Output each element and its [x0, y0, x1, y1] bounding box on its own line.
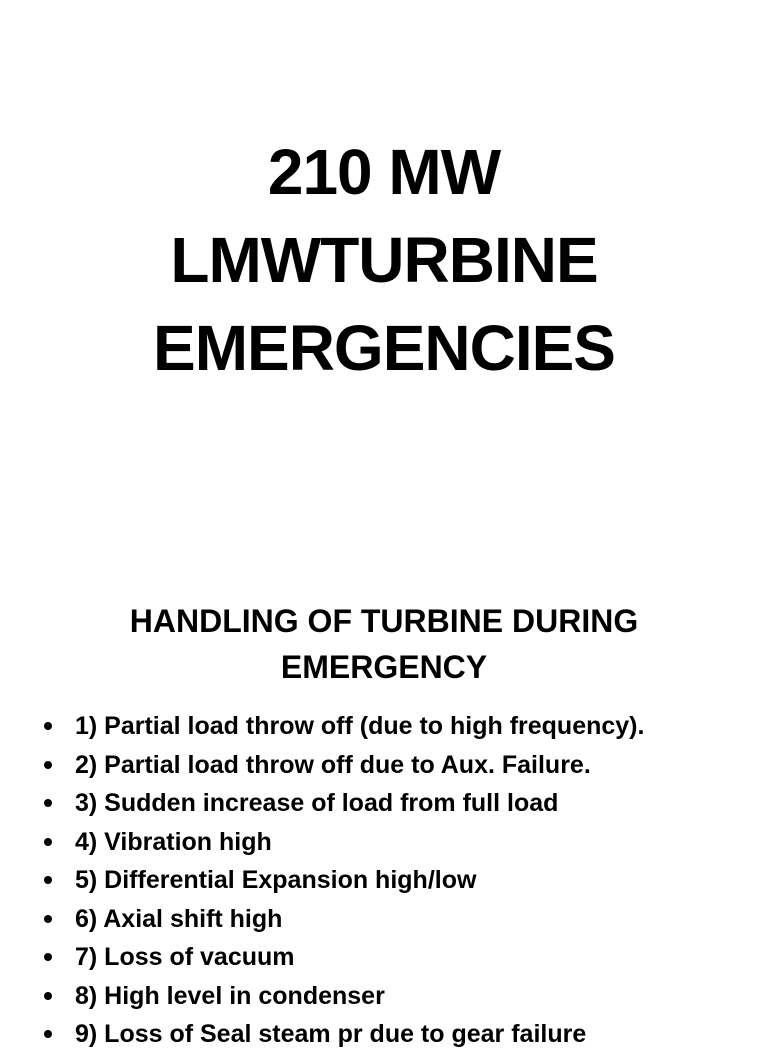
bullet-dot-icon — [44, 915, 52, 923]
bullet-text: 9) Loss of Seal steam pr due to gear failure — [75, 1020, 587, 1048]
bullet-text: 8) High level in condenser — [75, 981, 385, 1010]
bullet-item — [44, 746, 760, 785]
bullet-item — [44, 707, 760, 746]
slide-heading — [0, 598, 768, 690]
bullet-list — [44, 707, 760, 1054]
bullet-item — [44, 977, 760, 1016]
bullet-text: 3) Sudden increase of load from full load — [75, 789, 559, 817]
bullet-item — [44, 938, 760, 977]
heading-line: HANDLING OF TURBINE DURING — [129, 603, 639, 639]
bullet-dot-icon — [44, 761, 52, 769]
title-line: LMWTURBINE — [170, 224, 598, 296]
bullet-item — [44, 900, 760, 939]
title-line: 210 MW — [267, 136, 501, 208]
bullet-item — [44, 784, 760, 823]
bullet-dot-icon — [44, 876, 52, 884]
bullet-dot-icon — [44, 799, 52, 807]
bullet-dot-icon — [44, 838, 52, 846]
bullet-item — [44, 823, 760, 862]
bullet-text: 1) Partial load throw off (due to high frequency). — [75, 712, 645, 740]
heading-line: EMERGENCY — [280, 649, 488, 685]
content-slide — [0, 560, 768, 1048]
bullet-text: 6) Axial shift high — [75, 904, 283, 933]
bullet-item — [44, 861, 760, 900]
bullet-item — [44, 1015, 760, 1054]
slide-title — [0, 128, 768, 392]
bullet-dot-icon — [44, 992, 52, 1000]
bullet-text: 5) Differential Expansion high/low — [75, 866, 477, 894]
bullet-text: 7) Loss of vacuum — [75, 943, 295, 971]
bullet-dot-icon — [44, 722, 52, 730]
bullet-dot-icon — [44, 1030, 52, 1038]
bullet-dot-icon — [44, 953, 52, 961]
bullet-text: 4) Vibration high — [75, 827, 272, 856]
bullet-text: 2) Partial load throw off due to Aux. Failure. — [75, 750, 591, 779]
title-line: EMERGENCIES — [153, 312, 615, 384]
